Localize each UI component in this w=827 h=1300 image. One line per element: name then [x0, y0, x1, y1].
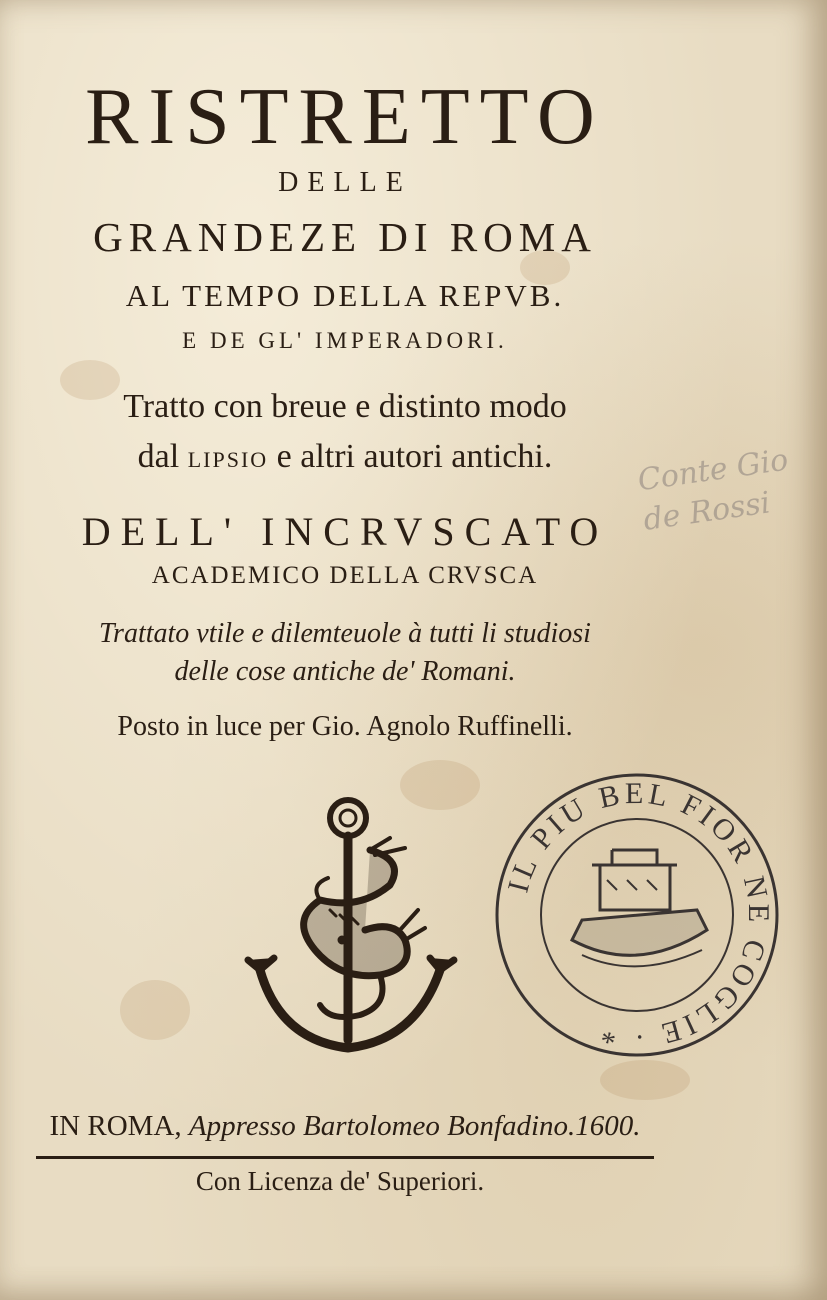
imprint-printer: Appresso Bartolomeo Bonfadino.1600.	[188, 1110, 641, 1142]
academy-name: ACADEMICO DELLA CRVSCA	[151, 562, 539, 589]
dolphin-anchor-device-icon	[240, 790, 470, 1080]
subtitle-line-1: Tratto con breue e distinto modo	[123, 388, 567, 425]
italic-description-1: Trattato vtile e dilетteuole à tutti li studiosi	[99, 618, 591, 649]
imprint-place: IN ROMA,	[49, 1110, 189, 1142]
subtitle-line-2	[0, 438, 690, 476]
stamp-text-path: IL PIU BEL FIOR NE COGLIE · *	[501, 776, 776, 1054]
lipsio-name: LIPSIO	[187, 447, 269, 472]
foxing-stain	[600, 1060, 690, 1100]
subtitle-text-pre: dal	[137, 438, 188, 475]
title-tempo: AL TEMPO DELLA REPVB.	[125, 278, 565, 313]
license-line: Con Licenza de' Superiori.	[195, 1166, 485, 1196]
editor-credit: Posto in luce per Gio. Agnolo Ruffinelli.	[117, 711, 573, 742]
subtitle-text-post: e altri autori antichi.	[268, 438, 553, 475]
title-delle: DELLE	[278, 167, 412, 198]
italic-description-2: delle cose antiche de' Romani.	[174, 656, 516, 687]
imprint-line	[30, 1110, 660, 1143]
handwritten-signature: Conte Gio de Rossi	[635, 442, 791, 538]
title-grandeze: GRANDEZE DI ROMA	[93, 214, 597, 260]
book-title: RISTRETTO	[85, 73, 605, 161]
imprint-rule	[36, 1156, 654, 1159]
author-name: DELL' INCRVSCATO	[81, 509, 609, 554]
library-stamp-icon	[492, 770, 782, 1060]
title-imperadori: E DE GL' IMPERADORI.	[182, 328, 508, 353]
foxing-stain	[120, 980, 190, 1040]
